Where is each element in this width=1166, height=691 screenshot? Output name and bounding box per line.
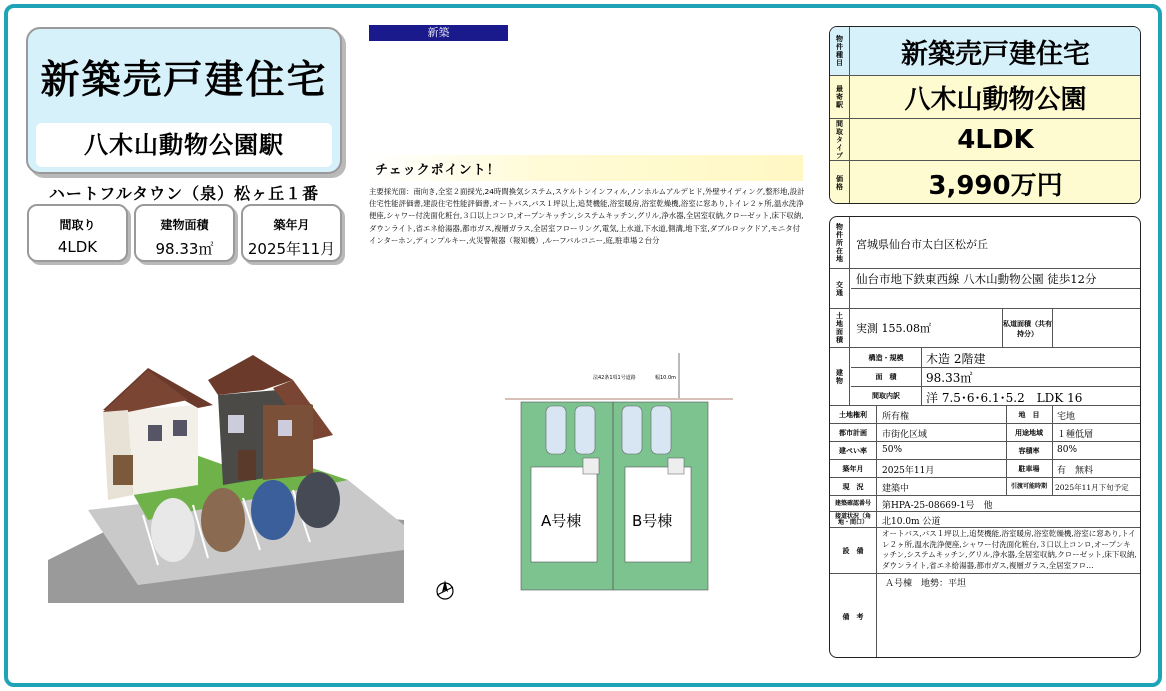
row-label: 土地面積 <box>830 309 850 347</box>
facilities-label: 設 備 <box>842 547 864 555</box>
row-price <box>830 160 1140 204</box>
land-category-label: 地 目 <box>1018 411 1040 419</box>
spec-label: 間取り <box>59 218 96 232</box>
spec-value: 98.33㎡ <box>155 240 214 258</box>
status-label: 現 況 <box>842 483 864 491</box>
row-label: 最寄駅 <box>830 76 850 118</box>
row-city-plan <box>830 423 1140 441</box>
spec-label: 築年月 <box>273 218 310 232</box>
title-card <box>26 27 342 174</box>
road-width-label: 幅10.0m <box>655 375 677 381</box>
new-build-badge: 新築 <box>369 25 508 41</box>
transport-value: 仙台市地下鉄東西線 八木山動物公園 徒歩12分 <box>856 272 1097 286</box>
handover-label: 引渡可能時期 <box>1010 483 1047 490</box>
location-value: 宮城県仙台市太白区松が丘 <box>856 238 988 251</box>
row-status <box>830 477 1140 495</box>
checkpoint-heading: チェックポイント！ <box>369 155 803 181</box>
spec-label: 建物面積 <box>160 218 209 232</box>
parking-value: 有 無料 <box>1057 466 1094 476</box>
row-label: 建物 <box>830 348 850 405</box>
structure-value: 木造 2階建 <box>926 352 986 366</box>
site-plan-image <box>495 350 735 600</box>
summary-table <box>829 26 1141 204</box>
row-location <box>830 217 1140 268</box>
row-confirm <box>830 495 1140 511</box>
floor-area-value: 98.33㎡ <box>926 371 973 385</box>
checkpoint-text: 主要採光面：南向き,全室２面採光,24時間換気システム,スケルトンインフィル,ノンホルムアルデヒド,外壁サイディング,整形地,設計住宅性能評価書,建設住宅性能評価書,オートバス,バス１坪以上,追焚機能,浴室暖房,浴室乾燥機,浴室に窓あり,トイレ２ヶ所,温水洗浄便座,シャワー付洗面化粧台,３口以上コンロ,オープンキッチン,システムキッチン,グリル,浄水器,全居室収納,クローゼット,床下収納,ダウンライト,省エネ給湯器,都市ガス,複層ガラス,全居室フローリング,電気,上水道,下水道,側溝,地下室,ダブルロックドア,モニタ付インターホン,ディンプルキー,火災警報器（報知機）,ルーフバルコニー,庭,駐車場２台分 <box>369 187 805 245</box>
row-label: 間取タイプ <box>830 119 850 160</box>
row-building <box>830 347 1140 405</box>
station-value: 八木山動物公園 <box>904 84 1087 115</box>
remarks-label: 備 考 <box>842 613 864 621</box>
property-type-value: 新築売戸建住宅 <box>901 38 1090 70</box>
price-value: 3,990万円 <box>928 170 1063 201</box>
development-name: ハートフルタウン（泉）松ヶ丘１番 <box>48 184 320 203</box>
row-label: 物件所在地 <box>830 217 850 268</box>
land-right-label: 土地権利 <box>839 411 867 419</box>
row-label: 交通 <box>830 269 850 308</box>
far-label: 容積率 <box>1018 447 1040 455</box>
house-rendering-image <box>48 350 404 603</box>
row-property-type <box>830 27 1140 75</box>
handover-value: 2025年11月下旬予定 <box>1055 483 1129 492</box>
row-label: 価格 <box>830 161 850 204</box>
private-road-label: 私道面積（共有持分） <box>1003 319 1052 338</box>
row-coverage <box>830 441 1140 459</box>
north-compass-icon <box>434 578 456 602</box>
facilities-value: オートバス,バス１坪以上,追焚機能,浴室暖房,浴室乾燥機,浴室に窓あり,トイレ２ヶ所,温水洗浄便座,シャワー付洗面化粧台,３口以上コンロ,オープンキッチン,システムキッチン,グリル,浄水器,全居室収納,クローゼット,床下収納,ダウンライト,省エネ給湯器,都市ガス,複層ガラス,全居室フロ… <box>882 529 1137 570</box>
road-access-label: 接道状況（角地・間口） <box>834 513 871 526</box>
zoning-value: １種低層 <box>1057 430 1094 440</box>
spec-card-built <box>241 204 342 262</box>
row-remarks <box>830 573 1140 658</box>
built-label: 築年月 <box>842 465 864 473</box>
row-station <box>830 75 1140 118</box>
far-value: 80% <box>1057 445 1078 455</box>
row-land-right <box>830 405 1140 423</box>
city-plan-value: 市街化区域 <box>882 430 928 440</box>
land-area-value: 実測 155.08㎡ <box>856 322 931 335</box>
built-value: 2025年11月 <box>882 466 935 476</box>
coverage-value: 50% <box>882 445 903 455</box>
spec-value: 4LDK <box>57 238 98 256</box>
row-built <box>830 459 1140 477</box>
spec-card-layout <box>27 204 128 262</box>
zoning-label: 用途地域 <box>1015 429 1043 437</box>
layout-value: 4LDK <box>957 124 1034 155</box>
floor-area-label: 面 積 <box>875 372 897 381</box>
status-value: 建築中 <box>882 484 910 494</box>
road-label: 法42条1項1号道路 <box>593 375 636 381</box>
remarks-value: Ａ号棟 地勢：平坦 <box>885 579 967 589</box>
row-transport <box>830 268 1140 308</box>
row-road <box>830 511 1140 527</box>
structure-label: 構造・規模 <box>868 353 904 362</box>
row-facilities <box>830 527 1140 573</box>
road-access-value: 北10.0m 公道 <box>882 517 941 527</box>
rooms-label: 間取内訳 <box>872 392 900 400</box>
station-banner: 八木山動物公園駅 <box>36 123 332 167</box>
page-title: 新築売戸建住宅 <box>40 58 328 103</box>
city-plan-label: 都市計画 <box>839 429 867 437</box>
row-layout <box>830 118 1140 160</box>
land-category-value: 宅地 <box>1057 412 1076 422</box>
spec-card-floor-area <box>134 204 235 262</box>
building-a-label: A号棟 <box>541 512 582 530</box>
details-table <box>829 216 1141 658</box>
confirm-label: 建築確認番号 <box>834 500 871 507</box>
coverage-label: 建ぺい率 <box>839 447 867 455</box>
row-label: 物件種目 <box>830 27 850 75</box>
parking-label: 駐車場 <box>1018 465 1040 473</box>
rooms-value: 洋 7.5･6･6.1･5.2 LDK 16 <box>926 391 1083 405</box>
land-right-value: 所有権 <box>882 412 910 422</box>
confirm-value: 第HPA-25-08669-1号 他 <box>882 501 993 511</box>
spec-value: 2025年11月 <box>247 240 336 258</box>
building-b-label: B号棟 <box>632 512 673 530</box>
row-land-area <box>830 308 1140 347</box>
